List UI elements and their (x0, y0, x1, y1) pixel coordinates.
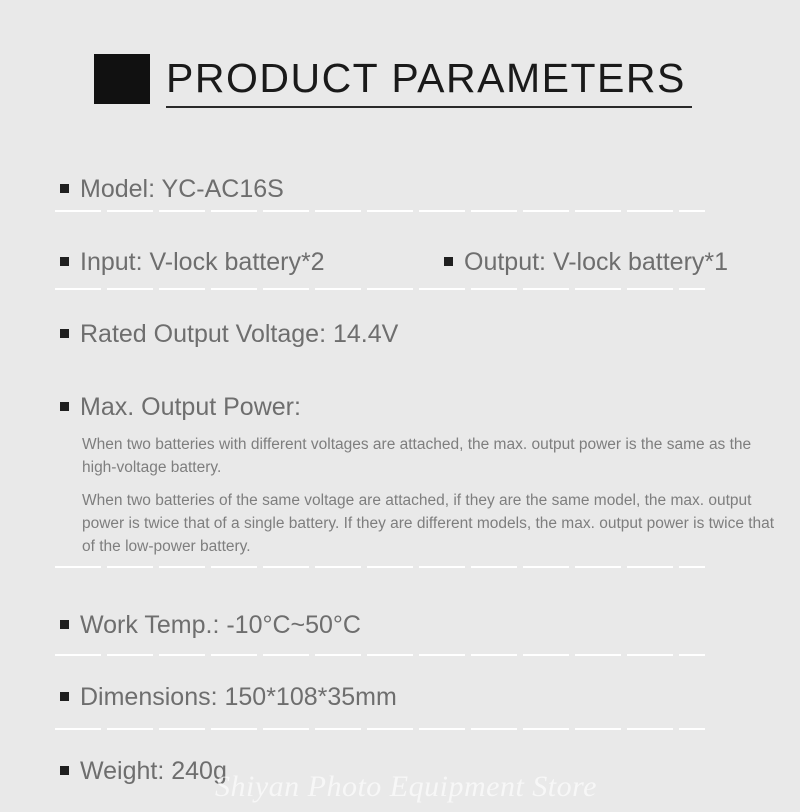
bullet-icon (60, 184, 69, 193)
param-input-text: Input: V-lock battery*2 (80, 248, 325, 276)
param-work-temp (60, 610, 361, 640)
note-text: When two batteries with different voltages are attached, the max. output power is the same as the high-voltage battery. (82, 436, 752, 476)
bullet-icon (60, 257, 69, 266)
divider (55, 210, 705, 212)
bullet-icon (60, 766, 69, 775)
title-square-marker (94, 54, 150, 104)
divider (55, 728, 705, 730)
param-model-text: Model: YC-AC16S (80, 175, 284, 203)
param-output-text: Output: V-lock battery*1 (464, 248, 729, 276)
bullet-icon (60, 620, 69, 629)
param-rated-voltage-text: Rated Output Voltage: 14.4V (80, 320, 399, 348)
max-power-note-2 (82, 489, 782, 558)
page-title: PRODUCT PARAMETERS (166, 55, 686, 101)
param-output (444, 247, 728, 277)
divider (55, 288, 705, 290)
bullet-icon (60, 329, 69, 338)
bullet-icon (444, 257, 453, 266)
divider (55, 566, 705, 568)
param-max-power-text: Max. Output Power: (80, 393, 301, 421)
bullet-icon (60, 692, 69, 701)
param-max-power (60, 392, 301, 422)
store-watermark: Shiyan Photo Equipment Store (215, 770, 597, 803)
param-dimensions (60, 682, 397, 712)
param-model (60, 174, 284, 204)
param-weight-text: Weight: 240g (80, 757, 227, 785)
param-weight (60, 756, 227, 786)
title-underline (166, 106, 692, 108)
param-input (60, 247, 325, 277)
note-text: When two batteries of the same voltage are attached, if they are the same model, the max. output power is twice that of a single battery. If they are different models, the max. output power is twice that of the low-power battery. (82, 492, 775, 555)
param-dimensions-text: Dimensions: 150*108*35mm (80, 683, 397, 711)
divider (55, 654, 705, 656)
bullet-icon (60, 402, 69, 411)
max-power-note-1 (82, 433, 782, 479)
param-rated-voltage (60, 319, 398, 349)
param-work-temp-text: Work Temp.: -10°C~50°C (80, 611, 361, 639)
